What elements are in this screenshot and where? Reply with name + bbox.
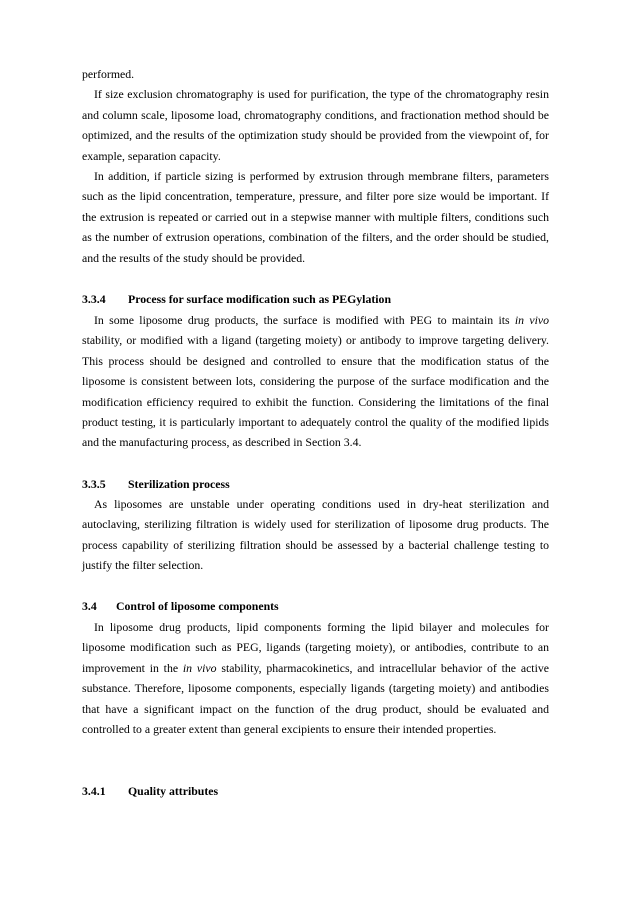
paragraph-size-exclusion: If size exclusion chromatography is used for purification, the type of the chromatography resin and column scale, liposome load, chromatography conditions, and fractionation method should be optimized, and the results of the optimization study should be provided from the viewpoint of, for example, separation capacity.: [82, 87, 549, 163]
section-title: Quality attributes: [128, 784, 219, 798]
paragraph-sterilization: As liposomes are unstable under operating conditions used in dry-heat sterilization and autoclaving, sterilizing filtration is widely used for sterilization of liposome drug products. The process capability of sterilizing filtration should be assessed by a bacterial challenge testing to justify the filter selection.: [82, 497, 549, 573]
body-text-block-1: [82, 64, 549, 268]
paragraph-continuation: performed.: [82, 67, 135, 81]
paragraph-extrusion: In addition, if particle sizing is performed by extrusion through membrane filters, parameters such as the lipid concentration, temperature, pressure, and filter pore size would be important. If the extrusion is repeated or carried out in a stepwise manner with multiple filters, conditions such as the number of extrusion operations, combination of the filters, and the order should be studied, and the results of the study should be provided.: [82, 169, 549, 265]
section-number: 3.4: [82, 599, 97, 613]
section-heading-3-4-1: [82, 781, 218, 801]
section-number: 3.3.5: [82, 477, 106, 491]
section-number: 3.3.4: [82, 292, 106, 306]
section-title: Sterilization process: [128, 477, 230, 491]
italic-term: in vivo: [182, 660, 217, 675]
paragraph-liposome-components: In liposome drug products, lipid components forming the lipid bilayer and molecules for liposome modification such as PEG, ligands (targeting moiety), or antibodies, contribute to an improvement in the in vivo stability, pharmacokinetics, and intracellular behavior of the active substance. Therefore, liposome components, especially ligands (targeting moiety) and antibodies that have a significant impact on the function of the drug product, should be evaluated and controlled to a greater extent than general excipients to ensure their intended properties.: [82, 620, 549, 737]
section-heading-3-4: [82, 596, 279, 616]
italic-term: in vivo: [514, 313, 549, 327]
body-text-block-3: [82, 494, 549, 576]
section-number: 3.4.1: [82, 784, 106, 798]
body-text-block-4: [82, 617, 549, 739]
section-title: Control of liposome components: [116, 599, 279, 613]
body-text-block-2: [82, 310, 549, 453]
paragraph-pegylation: In some liposome drug products, the surface is modified with PEG to maintain its in vivo stability, or modified with a ligand (targeting moiety) or antibody to improve targeting delivery. This process should be designed and controlled to ensure that the modification status of the liposome is consistent between lots, considering the purpose of the surface modification and the modification efficiency required to exhibit the function. Considering the limitations of the final product testing, it is particularly important to adequately control the quality of the modified lipids and the manufacturing process, as described in Section 3.4.: [82, 313, 549, 450]
section-heading-3-3-4: [82, 289, 391, 309]
section-title: Process for surface modification such as PEGylation: [128, 292, 392, 306]
section-heading-3-3-5: [82, 474, 230, 494]
